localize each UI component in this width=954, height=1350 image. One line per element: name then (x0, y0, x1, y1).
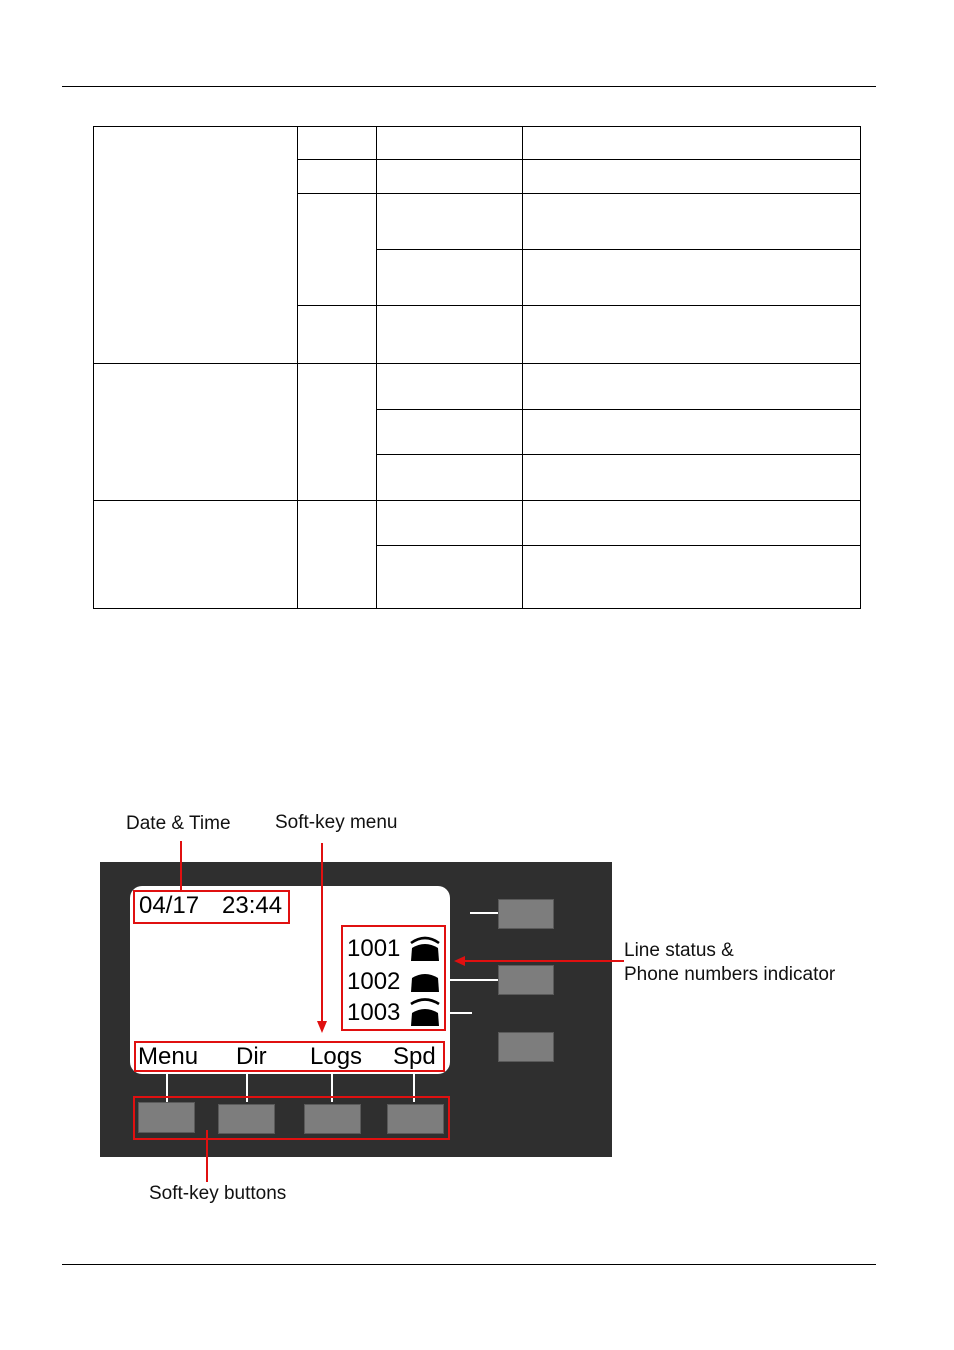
screen-time: 23:44 (222, 892, 283, 919)
line-key-1-connector (470, 912, 498, 914)
soft-key-menu-highlight (134, 1041, 445, 1072)
soft-key-menu-arrow (315, 843, 329, 1035)
line-key-1[interactable] (498, 899, 554, 929)
line-key-3[interactable] (498, 1032, 554, 1062)
date-time-highlight (133, 890, 290, 924)
line-key-3-connector (450, 1012, 472, 1014)
softkey-label-dir: Dir (236, 1043, 267, 1070)
soft-key-buttons-highlight (133, 1096, 450, 1140)
line-number-2: 1002 (347, 968, 401, 995)
date-time-label: Date & Time (126, 813, 231, 834)
softkey-label-spd: Spd (393, 1043, 436, 1070)
date-time-pointer (180, 841, 182, 890)
line-key-2-connector (450, 979, 498, 981)
softkey-label-logs: Logs (310, 1043, 363, 1070)
line-status-arrow (452, 954, 624, 968)
soft-key-menu-label: Soft-key menu (275, 812, 398, 833)
soft-key-buttons-label: Soft-key buttons (149, 1183, 287, 1204)
line-status-highlight (341, 925, 446, 1031)
soft-key-buttons-pointer (206, 1130, 208, 1182)
line-status-label: Line status & (624, 940, 734, 961)
line-number-3: 1003 (347, 999, 401, 1026)
softkey-label-menu: Menu (138, 1043, 199, 1070)
phone-numbers-indicator-label: Phone numbers indicator (624, 964, 836, 985)
line-key-2[interactable] (498, 965, 554, 995)
screen-date: 04/17 (139, 892, 200, 919)
line-number-1: 1001 (347, 935, 401, 962)
